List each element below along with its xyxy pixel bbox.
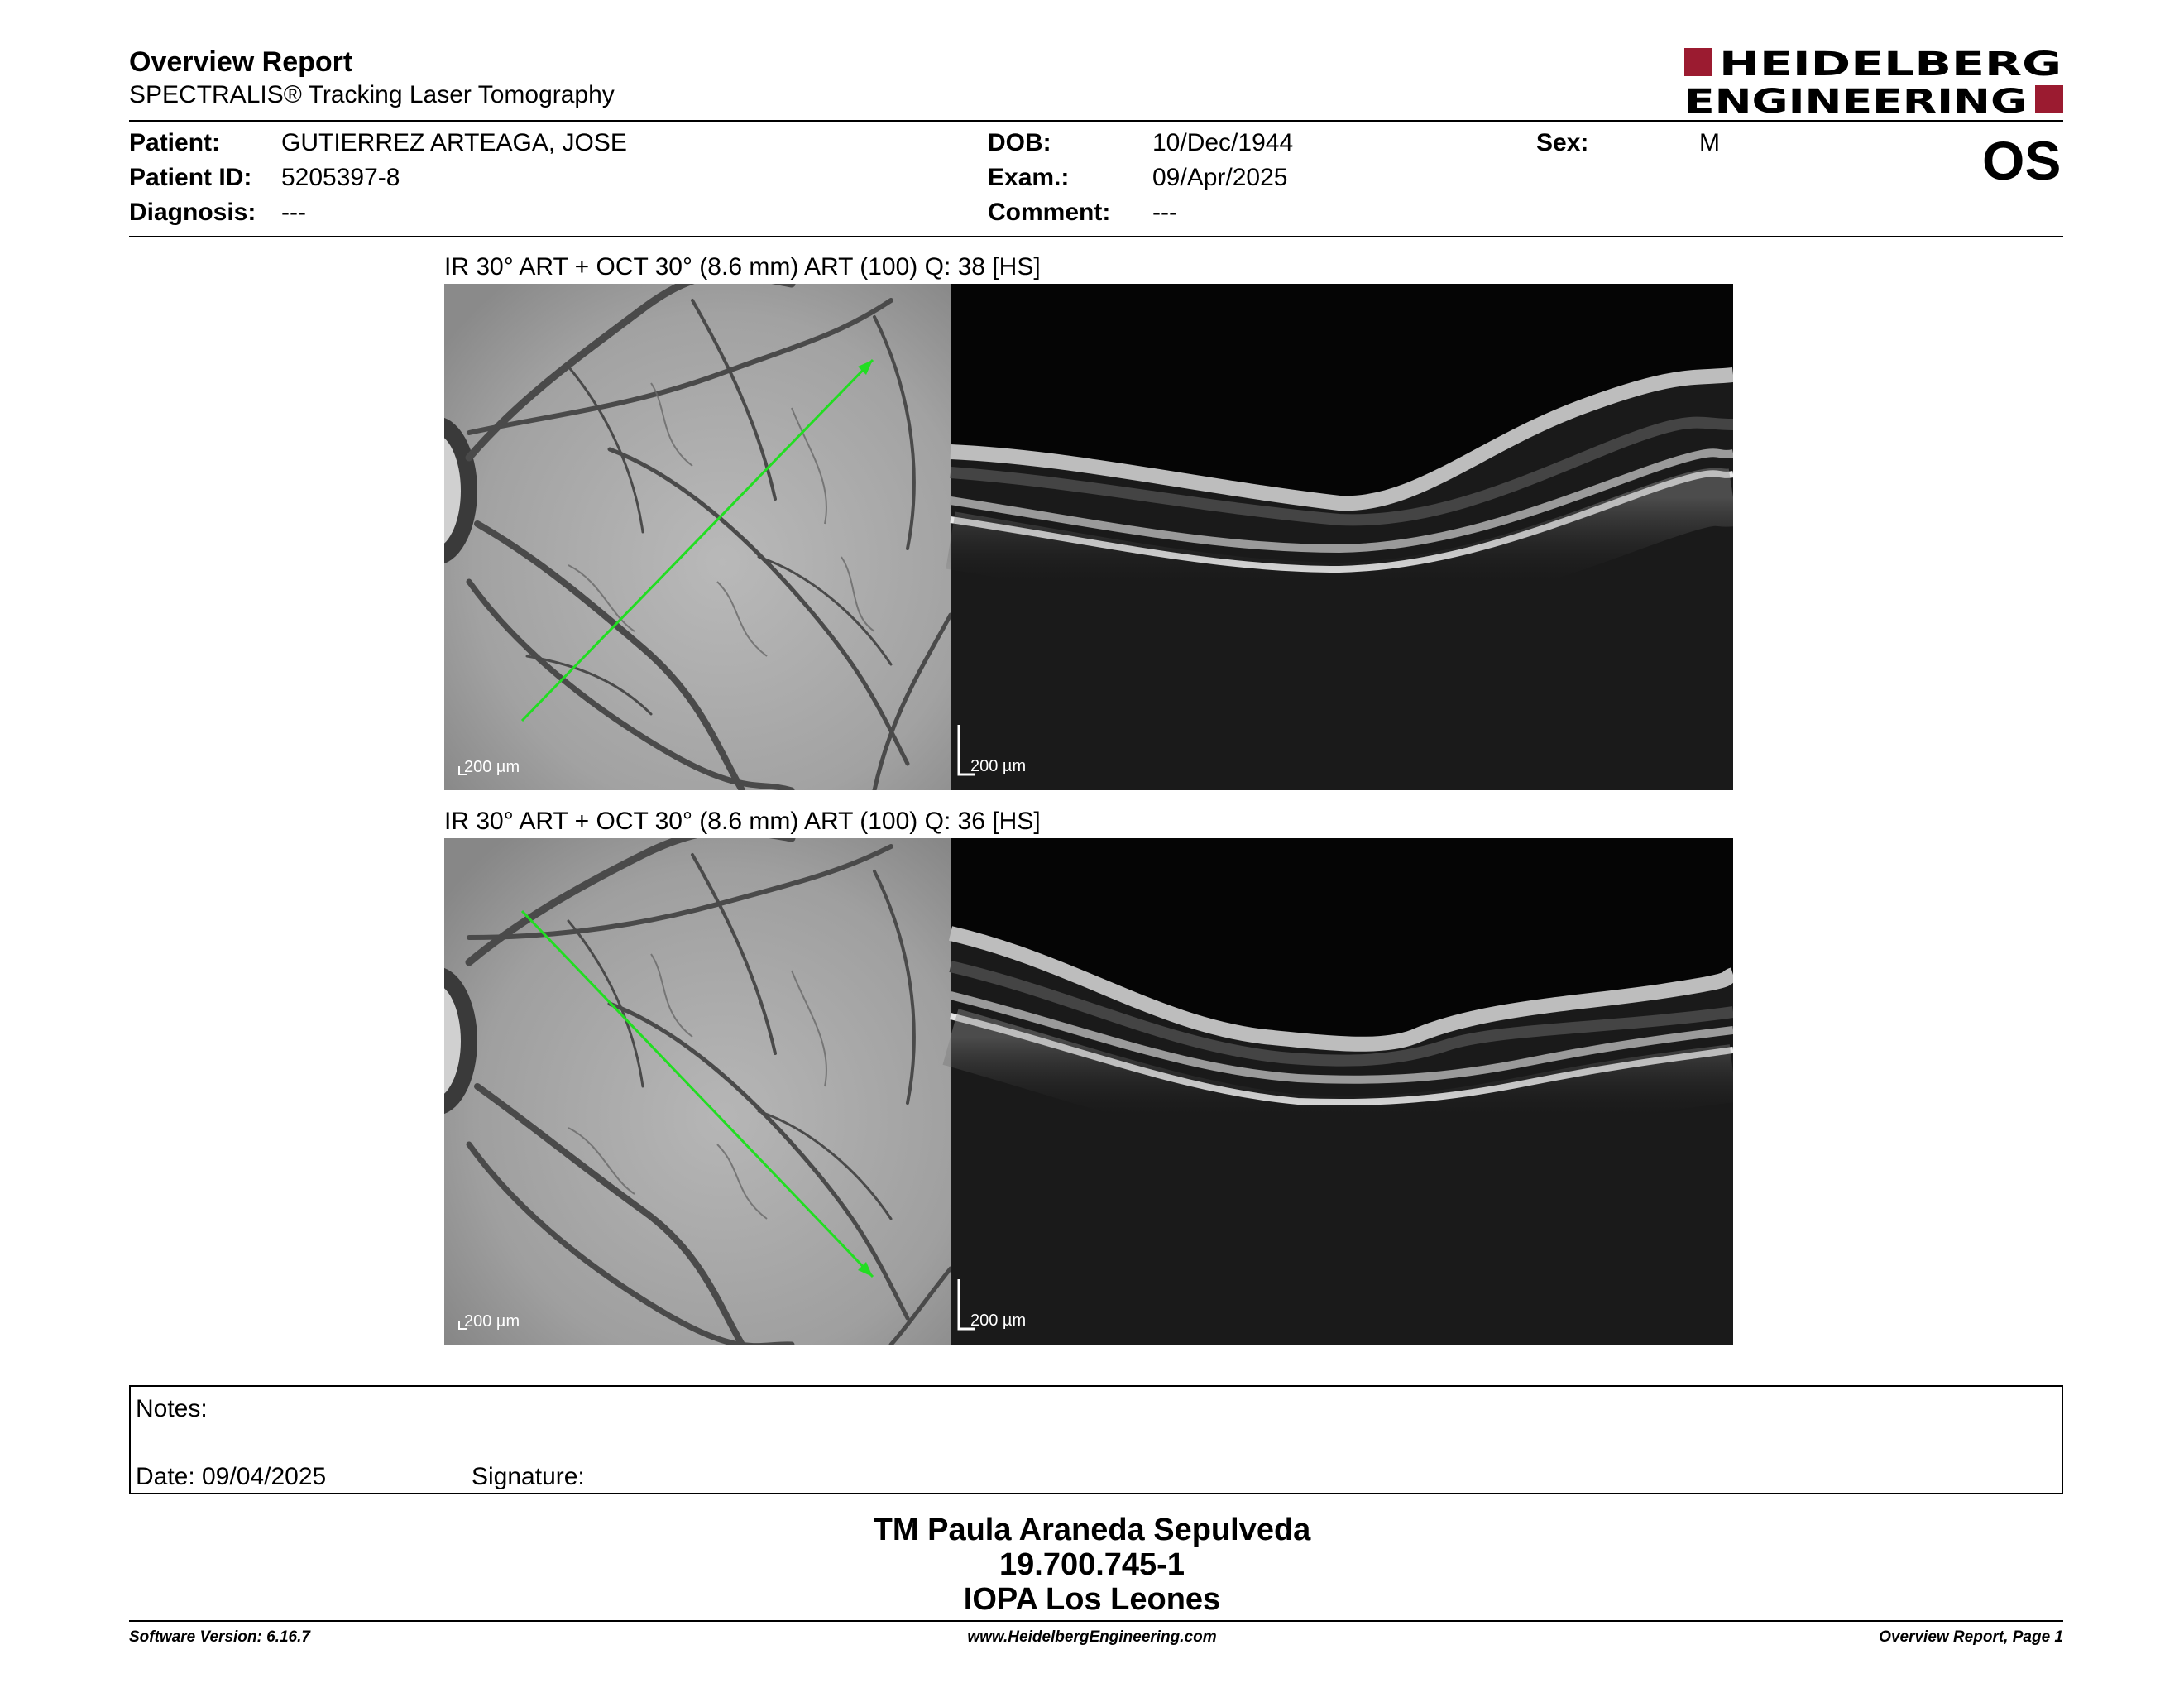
signatory-institution: IOPA Los Leones — [963, 1582, 1221, 1617]
dob-value: 10/Dec/1944 — [1152, 129, 1294, 156]
ir-fundus-image — [444, 284, 951, 790]
header-divider — [129, 120, 2063, 122]
notes-label: Notes: — [136, 1395, 208, 1422]
report-title: Overview Report — [129, 46, 353, 78]
dob-label: DOB: — [988, 129, 1051, 156]
patient-divider — [129, 236, 2063, 237]
ir-scale-label-1: 200 µm — [464, 758, 520, 776]
patient-id-value: 5205397-8 — [281, 164, 400, 191]
scan-1-panel — [444, 284, 1733, 790]
exam-value: 09/Apr/2025 — [1152, 164, 1288, 191]
scan-1-caption: IR 30° ART + OCT 30° (8.6 mm) ART (100) Q: 38 [HS] — [444, 253, 1041, 281]
ir-scale-bar-2 — [459, 1312, 520, 1331]
notes-box — [129, 1385, 2063, 1494]
website-link[interactable]: www.HeidelbergEngineering.com — [967, 1628, 1217, 1646]
comment-label: Comment: — [988, 199, 1111, 226]
scan-2-image — [444, 838, 1733, 1345]
diagnosis-label: Diagnosis: — [129, 199, 256, 226]
signature-label: Signature: — [472, 1463, 585, 1490]
patient-id-label: Patient ID: — [129, 164, 252, 191]
signatory-name: TM Paula Araneda Sepulveda — [873, 1513, 1311, 1547]
ir-fundus-image-2 — [444, 838, 951, 1345]
logo-red-square-bottom — [2035, 85, 2063, 113]
oct-bscan-image-2 — [951, 838, 1733, 1345]
software-version: Software Version: 6.16.7 — [129, 1628, 310, 1646]
sex-label: Sex: — [1536, 129, 1589, 156]
oct-scale-label-1: 200 µm — [970, 757, 1027, 775]
exam-label: Exam.: — [988, 164, 1070, 191]
date-label: Date: 09/04/2025 — [136, 1463, 327, 1490]
logo-line2: ENGINEERING — [1684, 83, 2027, 116]
page-number: Overview Report, Page 1 — [1879, 1628, 2063, 1646]
oct-scale-label-2: 200 µm — [970, 1312, 1027, 1330]
patient-value: GUTIERREZ ARTEAGA, JOSE — [281, 129, 627, 156]
signatory-id: 19.700.745-1 — [999, 1547, 1185, 1582]
sex-value: M — [1699, 129, 1720, 156]
heidelberg-engineering-logo — [1684, 46, 2063, 116]
patient-label: Patient: — [129, 129, 221, 156]
diagnosis-value: --- — [281, 199, 306, 226]
eye-laterality: OS — [1982, 130, 2062, 191]
ir-scale-label-2: 200 µm — [464, 1312, 520, 1331]
scan-2-caption: IR 30° ART + OCT 30° (8.6 mm) ART (100) Q: 36 [HS] — [444, 808, 1041, 835]
comment-value: --- — [1152, 199, 1177, 226]
footer-divider — [129, 1620, 2063, 1622]
oct-bscan-image-1 — [951, 284, 1733, 790]
report-subtitle: SPECTRALIS® Tracking Laser Tomography — [129, 81, 615, 108]
logo-red-square-top — [1684, 48, 1712, 76]
ir-scale-bar-1 — [459, 758, 520, 776]
logo-line1: HEIDELBERG — [1719, 46, 2062, 84]
scan-1-image — [444, 284, 1733, 790]
scan-2-panel — [444, 838, 1733, 1345]
